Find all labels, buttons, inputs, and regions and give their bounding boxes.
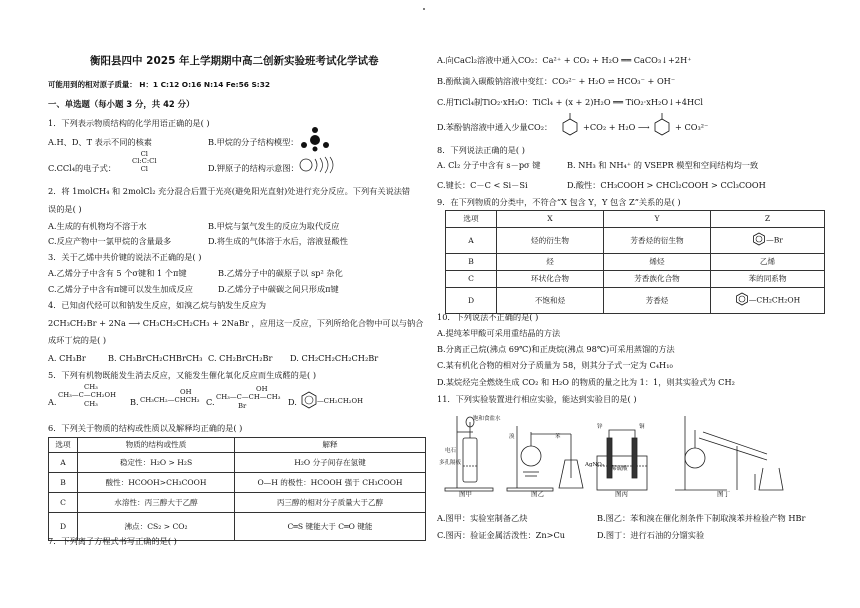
note-calcium-carbide: 电石 [445,448,457,454]
q8-option-b: B. NH₃ 和 NH₄⁺ 的 VSEPR 模型和空间结构均一致 [567,160,759,170]
q5-option-a: A. [48,397,57,407]
q9-cell: 芳香烃 [604,288,711,314]
q3-option-c: C.乙烯分子中含有π键可以发生加成反应 [48,284,193,294]
figure-yi-apparatus [507,426,583,491]
note-agno3: AgNO₃ [585,462,605,468]
q3-option-d: D.乙烯分子中碳碳之间只形成π键 [218,284,339,294]
q7d-middle: +CO₂ + H₂O ⟶ [583,122,650,132]
q10-option-d: D.某烷烃完全燃烧生成 CO₂ 和 H₂O 的物质的量之比为 1：1，则其实验式为 CH₂ [437,377,735,387]
q7d-end: + CO₃²⁻ [675,122,709,132]
atom-mass-label [48,80,270,89]
q6-cell: 稳定性：H₂O > H₂S [78,453,235,473]
question-2-cont: 误的是( ) [48,204,82,214]
q11-option-c: C.图丙：验证金属活泼性：Zn>Cu [437,530,565,540]
q9-cell: 芳香烃的衍生物 [604,228,711,254]
q9-cell: 乙烯 [711,254,825,271]
q9-cell-bromobenzene [711,228,825,254]
ccl4-top: Cl [140,150,148,158]
q1-option-a: A.H、D、T 表示不同的核素 [48,137,152,147]
q5b-structure [140,388,199,405]
question-7: 7．下列离子方程式书写正确的是( ) [48,536,177,546]
figure-label-ding: 图丁 [717,490,730,498]
q5c-top: OH [256,385,268,393]
q9-table [445,210,825,314]
q3-option-b: B.乙烯分子中的碳原子以 sp² 杂化 [218,268,343,278]
note-zinc: 锌 [597,424,603,430]
q2-option-d: D.将生成的气体溶于水后，溶液显酸性 [208,236,348,246]
q9-cell: 不饱和烃 [497,288,604,314]
question-4: 4．已知卤代烃可以和钠发生反应，如溴乙烷与钠发生反应为 [48,300,267,310]
q5a-structure [58,383,116,408]
q4-option-d: D. CH₂CH₂CH₂CH₂Br [290,353,379,363]
question-1: 1．下列表示物质结构的化学用语正确的是( ) [48,118,210,128]
q4-equation: 2CH₃CH₂Br + 2Na ⟶ CH₃CH₂CH₂CH₃ + 2NaBr ，应用这一反应，下列所给化合物中可以与钠合 [48,318,424,328]
q5b-top: OH [180,388,192,396]
figure-label-yi: 图乙 [531,490,544,498]
exam-title: 衡阳县四中 2025 年上学期期中高二创新实验班考试化学试卷 [90,55,379,67]
q3-option-a: A.乙烯分子中含有 5 个σ键和 1 个π键 [48,268,187,278]
q6-cell: B [49,473,78,493]
q6-cell: D [49,513,78,541]
q5-option-b: B. [130,397,139,407]
q6-table [48,437,426,541]
q7-option-d: D.苯酚钠溶液中通入少量CO₂： [437,122,553,132]
note-saturated-brine: 饱和食盐水 [473,416,501,422]
q4-option-a: A. CH₃Br [48,353,86,363]
q7-option-c: C.用TiCl₄制TiO₂·xH₂O：TiCl₄ + (x + 2)H₂O ══ TiO₂·xH₂O↓+4HCl [437,97,703,107]
ccl4-mid: Cl:C:Cl [132,157,157,166]
q6-cell: C═S 键能大于 C═O 键能 [235,513,426,541]
q5-option-d: D. [288,397,297,407]
note-dilute-h2so4: 稀硫酸 [611,466,628,472]
q9-cell: B [446,254,497,271]
q9-header-3: Z [711,211,825,228]
q6-cell: 丙三醇的相对分子质量大于乙醇 [235,493,426,513]
q6-cell: C [49,493,78,513]
q9-cell: D [446,288,497,314]
figure-label-jia: 图甲 [459,490,472,498]
q6-header-2: 解释 [235,438,426,453]
q9-z-a: —Br [766,235,783,245]
section-heading: 一、单选题（每小题 3 分，共 42 分） [48,99,195,109]
q2-option-a: A.生成的有机物均不溶于水 [48,221,147,231]
q9-cell: 烃的衍生物 [497,228,604,254]
note-benzene: 苯 [555,434,561,440]
q6-cell: H₂O 分子间存在氢键 [235,453,426,473]
q8-option-c: C.键长：C－C < Si－Si [437,180,528,190]
q11-option-a: A.图甲：实验室制备乙炔 [437,513,528,523]
q5a-top: CH₃ [84,383,98,391]
q8-option-d: D.酸性：CH₃COOH > CHCl₂COOH > CCl₃COOH [567,180,766,190]
q10-option-a: A.提纯苯甲酸可采用重结晶的方法 [437,328,561,338]
q2-option-b: B.甲烷与氯气发生的反应为取代反应 [208,221,340,231]
q5c-structure [216,385,280,410]
q7-option-b: B.酚酞滴入碳酸钠溶液中变红：CO₃²⁻ + H₂O ⇌ HCO₃⁻ + OH⁻ [437,76,676,86]
q5c-bot: Br [238,401,247,410]
benzene-ring-icon [300,391,318,409]
figure-label-bing: 图丙 [615,490,628,498]
ccl4-electron-formula [132,151,157,173]
q6-cell: 酸性：HCOOH>CH₃COOH [78,473,235,493]
figure-bing-apparatus [597,430,647,490]
question-11: 11．下列实验装置进行相应实验，能达到实验目的是( ) [437,394,637,404]
q6-cell: 沸点：CS₂ > CO₂ [78,513,235,541]
q6-cell: O—H 的极性：HCOOH 强于 CH₃COOH [235,473,426,493]
question-2: 2．将 1molCH₄ 和 2molCl₂ 充分混合后置于光亮(避免阳光直射)处进行充分反应。下列有关说法错 [48,186,411,196]
q9-cell: 苯的同系物 [711,271,825,288]
question-8: 8．下列说法正确的是( ) [437,145,525,155]
q5a-bot: CH₃ [84,399,98,408]
page-dot [423,8,425,10]
question-5: 5．下列有机物既能发生消去反应，又能发生催化氧化反应而生成醛的是( ) [48,370,317,380]
q9-cell: 烯烃 [604,254,711,271]
q10-option-c: C.某有机化合物的相对分子质量为 58，则其分子式一定为 C₄H₁₀ [437,360,673,370]
q2-option-c: C.反应产物中一氯甲烷的含量最多 [48,236,172,246]
q6-cell: A [49,453,78,473]
q1-option-d: D.钾原子的结构示意图： [208,163,299,173]
q9-cell-phenylethanol [711,288,825,314]
question-9: 9．在下列物质的分类中，不符合“X 包含 Y，Y 包含 Z”关系的是( ) [437,197,681,207]
q9-header-0: 选项 [446,211,497,228]
q1-option-c: C.CCl₄的电子式： [48,163,116,173]
q6-header-1: 物质的结构或性质 [78,438,235,453]
q9-cell: 环状化合物 [497,271,604,288]
q4-option-b: B. CH₃BrCH₂CHBrCH₃ [108,353,203,363]
q10-option-b: B.分离正己烷(沸点 69℃)和正庚烷(沸点 98℃)可采用蒸馏的方法 [437,344,675,354]
q5a-mid: CH₃—C—CH₂OH [58,391,116,400]
phenol-ring-icon [651,111,673,137]
q1-option-b: B.甲烷的分子结构模型： [208,137,299,147]
atom-mass-values: H：1 C:12 O:16 N:14 Fe:56 S:32 [139,80,271,89]
q4-option-c: C. CH₂BrCH₂Br [208,353,273,363]
q9-cell: C [446,271,497,288]
q9-cell: 烃 [497,254,604,271]
q5b-mid: CH₃CH₂—CHCH₃ [140,396,200,405]
note-bromine: 溴 [509,434,515,440]
question-3: 3．关于乙烯中共价键的说法不正确的是( ) [48,252,202,262]
q5-option-c: C. [206,397,215,407]
q9-header-1: X [497,211,604,228]
q7-option-a: A.向CaCl₂溶液中通入CO₂：Ca²⁺ + CO₂ + H₂O ══ CaCO₃↓+2H⁺ [437,55,692,65]
question-6: 6．下列关于物质的结构或性质以及解释均正确的是( ) [48,423,243,433]
note-copper: 铜 [639,424,645,430]
q9-cell: 芳香族化合物 [604,271,711,288]
potassium-atom-diagram-icon [297,156,337,174]
q6-header-0: 选项 [49,438,78,453]
q11-option-b: B.图乙：苯和溴在催化剂条件下制取溴苯并检验产物 HBr [597,513,806,523]
q9-header-2: Y [604,211,711,228]
ccl4-bot: Cl [140,164,148,173]
atom-mass-heading: 可能用到的相对原子质量： [48,80,137,89]
benzene-icon [752,232,766,248]
q9-z-d: —CH₂CH₂OH [748,295,801,305]
benzene-icon [735,292,749,308]
figure-ding-apparatus [675,416,783,490]
q5c-mid: CH₃—C—CH—CH₃ [216,393,281,402]
note-porous-plate: 多孔隔板 [439,460,462,466]
q11-option-d: D.图丁：进行石油的分馏实验 [597,530,705,540]
q9-cell: A [446,228,497,254]
q8-option-a: A. Cl₂ 分子中含有 s－pσ 键 [437,160,541,170]
methane-model-icon [298,126,332,152]
sodium-phenoxide-ring-icon [559,111,581,137]
q6-cell: 水溶性：丙三醇大于乙醇 [78,493,235,513]
question-10: 10．下列说法不正确的是( ) [437,312,539,322]
q5d-chain: —CH₂CH₂OH [317,397,364,405]
question-4-cont: 成环丁烷的是( ) [48,335,107,345]
